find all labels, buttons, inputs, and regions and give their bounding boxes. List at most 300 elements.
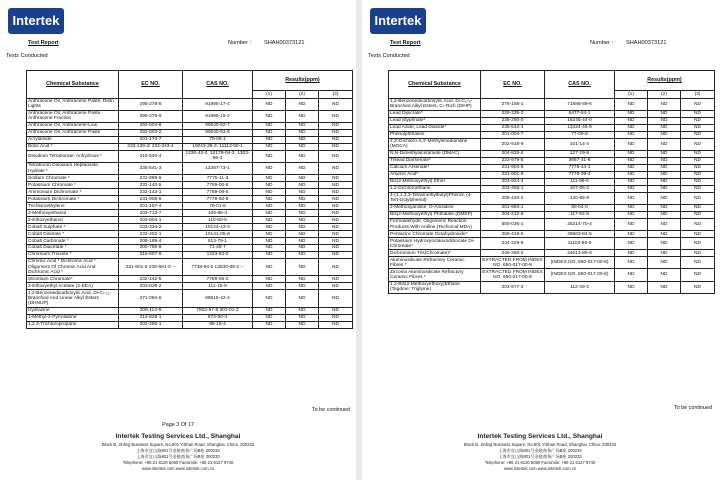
table-row <box>27 321 353 328</box>
number-label: Number : <box>228 40 252 46</box>
table-row <box>389 231 715 238</box>
table-row <box>27 307 353 314</box>
cas-number-cell: 7789-09-5 <box>183 189 253 196</box>
substance-cell: Trilead Diarsenate* <box>389 157 481 164</box>
col-header-results: Results(ppm) <box>615 71 715 91</box>
result-2-cell: ND <box>286 259 319 276</box>
result-2-cell: ND <box>286 314 319 321</box>
result-1-cell: ND <box>615 171 648 178</box>
cas-number-cell: 1330-43-4, 12179-04-3, 1303-96-4 <box>183 150 253 162</box>
substance-cell: Anthracene Oil, Anthracene Paste <box>27 129 119 136</box>
ec-number-cell: 229-335-2 <box>481 110 545 117</box>
result-1-cell: ND <box>615 281 648 293</box>
cas-number-cell: 71-48-7 <box>183 245 253 252</box>
result-2-cell: ND <box>286 203 319 210</box>
tests-conducted-label: Tests Conducted <box>6 53 48 59</box>
result-1-cell: ND <box>253 189 286 196</box>
cas-number-cell: 71888-89-6 <box>545 98 615 110</box>
result-2-cell: ND <box>286 110 319 122</box>
result-3-cell: ND <box>319 283 353 290</box>
footer-phone-cn: 上海市宜山路801号金陵商务广场B座 200233 <box>136 454 220 459</box>
result-1-cell: ND <box>615 185 648 192</box>
result-3-cell: ND <box>681 204 715 211</box>
result-3-cell: ND <box>319 182 353 189</box>
cas-number-cell: 91995-15-2 <box>183 110 253 122</box>
substance-cell: Strontium Chromate* <box>27 276 119 283</box>
result-2-cell: ND <box>648 150 681 157</box>
cas-number-cell: 24613-89-6 <box>545 250 615 257</box>
table-row <box>27 143 353 150</box>
result-2-cell: ND <box>286 290 319 307</box>
cas-number-cell: 25214-70-4 <box>545 218 615 230</box>
cas-number-cell: 1333-82-0 <box>183 252 253 259</box>
result-3-cell: ND <box>319 136 353 143</box>
result-1-cell: ND <box>253 217 286 224</box>
cas-number-cell: 15245-44-0 <box>545 117 615 124</box>
result-2-cell: ND <box>286 98 319 110</box>
cas-number-cell: 3687-31-8 <box>545 157 615 164</box>
result-1-cell: ND <box>253 252 286 259</box>
result-1-cell: ND <box>253 283 286 290</box>
cas-number-cell: 10141-05-6 <box>183 231 253 238</box>
result-2-cell: ND <box>648 204 681 211</box>
result-3-cell: ND <box>319 314 353 321</box>
substance-cell: Aluminosilicate Refractory Ceramic Fibres * <box>389 257 481 269</box>
result-3-cell: ND <box>681 250 715 257</box>
page-number: Page 3 Of 17 <box>162 422 194 428</box>
table-row <box>389 238 715 250</box>
ec-number-cell: 203-977-3 <box>481 281 545 293</box>
substance-cell: Chromic Acid * Dichromic Acid * Oligomers Of Chromic Acid And Dichromic Acid * <box>27 259 119 276</box>
ec-number-cell: 231-906-6 <box>119 196 183 203</box>
result-1-cell: ND <box>253 122 286 129</box>
table-row <box>389 157 715 164</box>
cas-number-cell: 11103-86-9 <box>545 238 615 250</box>
substance-cell: Formaldehyde, Oligomeric Reaction Products With Aniline (Technical MDA) <box>389 218 481 230</box>
substance-cell: Hydrazine <box>27 307 119 314</box>
result-3-cell: ND <box>681 178 715 185</box>
substance-cell: 1-Methyl-2-Pyrrolidone <box>27 314 119 321</box>
substance-cell: Calcium Arsenate* <box>389 164 481 171</box>
table-row <box>27 259 353 276</box>
substance-cell: Potassium Dichromate * <box>27 196 119 203</box>
result-3-cell: ND <box>319 290 353 307</box>
ec-number-cell: 246-356-2 <box>481 250 545 257</box>
ec-number-cell: 206-114-9 <box>119 307 183 314</box>
table-row <box>27 217 353 224</box>
page-footer <box>362 432 718 472</box>
result-3-cell: ND <box>681 185 715 192</box>
result-3-cell: ND <box>319 252 353 259</box>
result-2-cell: ND <box>648 250 681 257</box>
result-3-cell: ND <box>319 259 353 276</box>
substance-cell: Sodium Chromate * <box>27 175 119 182</box>
table-row <box>27 283 353 290</box>
result-2-cell: ND <box>286 196 319 203</box>
result-1-cell: ND <box>253 98 286 110</box>
result-2-cell: ND <box>648 171 681 178</box>
result-3-cell: ND <box>319 189 353 196</box>
table-row <box>27 110 353 122</box>
table-row <box>27 189 353 196</box>
ec-number-cell: 295-278-5 <box>119 98 183 110</box>
result-3-cell: ND <box>319 217 353 224</box>
substance-cell: 2-Ethoxyethyl Acetate (2-EEA) <box>27 283 119 290</box>
result-2-cell: ND <box>286 163 319 175</box>
table-row <box>389 218 715 230</box>
ec-number-cell: 201-963-1 <box>481 204 545 211</box>
result-2-cell: ND <box>286 321 319 328</box>
table-row <box>389 98 715 110</box>
result-1-cell: ND <box>615 231 648 238</box>
result-3-cell: ND <box>681 150 715 157</box>
result-1-cell: ND <box>253 163 286 175</box>
cas-number-cell: 7789-00-6 <box>183 182 253 189</box>
result-1-cell: ND <box>615 164 648 171</box>
result-1-cell: ND <box>253 290 286 307</box>
result-3-cell: ND <box>681 138 715 150</box>
ec-number-cell: 201-167-4 <box>119 203 183 210</box>
result-1-cell: ND <box>253 224 286 231</box>
ec-number-cell: 203-713-7 <box>119 210 183 217</box>
substance-cell: Bis(2-Methoxyethyl) Phthalate (DMEP) <box>389 211 481 218</box>
result-2-cell: ND <box>286 252 319 259</box>
substance-cell: Cobalt Diacetate * <box>27 245 119 252</box>
result-3-cell: ND <box>681 192 715 204</box>
result-3-cell: ND <box>319 196 353 203</box>
substance-cell: 4-(1,1,3,3-Tetramethylbutyl)Phenol, (4-Tert-Octylphenol) <box>389 192 481 204</box>
result-3-cell: ND <box>319 122 353 129</box>
cas-number-cell: 117-82-8 <box>545 211 615 218</box>
substance-cell: 2-Ethoxyethanol <box>27 217 119 224</box>
result-2-cell: ND <box>286 210 319 217</box>
result-2-cell: ND <box>286 245 319 252</box>
result-2-cell: ND <box>648 211 681 218</box>
ec-number-cell: 292-603-2 <box>119 129 183 136</box>
result-1-cell: ND <box>253 136 286 143</box>
result-1-cell: ND <box>615 178 648 185</box>
ec-number-cell: 231-901-9 <box>481 171 545 178</box>
result-2-cell: ND <box>286 122 319 129</box>
substance-cell: Disodium Tetraborate, Anhydrous * <box>27 150 119 162</box>
result-2-cell: ND <box>648 281 681 293</box>
result-3-cell: ND <box>681 238 715 250</box>
ec-number-cell: 271-084-6 <box>119 290 183 307</box>
substance-cell: Dichromium Tris(Chromate)* <box>389 250 481 257</box>
report-header <box>390 40 710 50</box>
table-row <box>389 110 715 117</box>
col-header-cas: CAS NO. <box>183 71 253 99</box>
page-footer <box>0 432 356 472</box>
result-3-cell: ND <box>319 276 353 283</box>
footer-company: Intertek Testing Services Ltd., Shanghai <box>477 433 603 440</box>
ec-number-cell: 215-607-8 <box>119 252 183 259</box>
result-3-cell: ND <box>319 203 353 210</box>
footer-company: Intertek Testing Services Ltd., Shanghai <box>115 433 241 440</box>
table-row <box>27 224 353 231</box>
cas-number-cell: 77-09-8 <box>545 131 615 138</box>
result-2-cell: ND <box>286 217 319 224</box>
cas-number-cell: 112-49-2 <box>545 281 615 293</box>
ec-number-cell: 292-604-8 <box>119 122 183 129</box>
cas-number-cell: 13424-46-9 <box>545 124 615 131</box>
number-value: SHAH00373121 <box>264 40 305 46</box>
cas-number-cell: 90640-82-7 <box>183 122 253 129</box>
ec-number-cell: 232-143-1 <box>119 189 183 196</box>
result-3-cell: ND <box>681 110 715 117</box>
result-1-cell: ND <box>253 307 286 314</box>
result-1-cell: ND <box>615 257 648 269</box>
result-2-cell: ND <box>648 185 681 192</box>
ec-number-cell: 215-540-4 <box>119 150 183 162</box>
footer-web: www.intertek.com www.intertek.com.cn <box>503 466 577 471</box>
table-row <box>27 252 353 259</box>
to-be-continued-note: To be continued <box>673 405 712 411</box>
to-be-continued-note: To be continued <box>311 407 350 413</box>
table-row <box>389 131 715 138</box>
result-1-cell: ND <box>615 117 648 124</box>
result-3-cell: ND <box>319 224 353 231</box>
table-row <box>27 203 353 210</box>
result-1-cell: ND <box>615 98 648 110</box>
result-1-cell: ND <box>253 110 286 122</box>
ec-number-cell: EXTRACTED FROM INDEX NO. 650-017-00-8 <box>482 257 543 268</box>
ec-number-cell: 233-402-1 <box>119 231 183 238</box>
result-3-cell: ND <box>319 143 353 150</box>
result-1-cell: ND <box>615 150 648 157</box>
ec-number-cell: 203-924-4 <box>481 178 545 185</box>
table-row <box>389 117 715 124</box>
ec-number-cell: 276-158-1 <box>481 98 545 110</box>
result-2-cell: ND <box>648 124 681 131</box>
ec-number-cell: 204-826-4 <box>481 150 545 157</box>
cas-number-cell: 127-19-5 <box>545 150 615 157</box>
ec-number-cell: 231-889-5 <box>119 175 183 182</box>
ec-number-cell: EXTRACTED FROM INDEX NO. 650-017-00-8 <box>482 269 543 281</box>
cas-number-cell: (INDEX NO. 650-017-00-8) <box>545 257 615 269</box>
col-header-result-3: (3) <box>319 90 353 98</box>
col-header-substance: Chemical Substance <box>389 71 481 99</box>
result-1-cell: ND <box>253 245 286 252</box>
result-2-cell: ND <box>648 164 681 171</box>
result-1-cell: ND <box>253 150 286 162</box>
result-2-cell: ND <box>286 175 319 182</box>
table-row <box>389 124 715 131</box>
substance-cell: Tetraboron Disodium Heptaoxide, Hydrate * <box>27 163 119 175</box>
footer-phone: Telephone: +86 21 6120 6060 Facsimile: +86 21 6127 9740 <box>484 460 596 465</box>
intertek-logo: Intertek <box>8 8 64 34</box>
result-2-cell: ND <box>648 269 681 281</box>
result-3-cell: ND <box>319 245 353 252</box>
result-2-cell: ND <box>286 224 319 231</box>
table-row <box>389 164 715 171</box>
ec-number-cell: 222-979-5 <box>481 157 545 164</box>
ec-number-cell: 232-140-5 <box>119 182 183 189</box>
result-1-cell: ND <box>615 238 648 250</box>
result-3-cell: ND <box>681 218 715 230</box>
table-row <box>389 281 715 293</box>
footer-address: Block B, Jinling Business Square, No.801 YiShan Road, Shanghai, China. 200233 <box>463 442 617 447</box>
ec-number-cell: 200-755-8 <box>119 245 183 252</box>
ec-number-cell: 500-036-1 <box>481 218 545 230</box>
footer-address-cn: 上海市宜山路801号金陵商务广场B座 200233 <box>498 448 582 453</box>
result-2-cell: ND <box>648 131 681 138</box>
result-1-cell: ND <box>615 157 648 164</box>
result-3-cell: ND <box>319 129 353 136</box>
col-header-result-1: (1) <box>253 90 286 98</box>
cas-number-cell: 110-80-5 <box>183 217 253 224</box>
result-1-cell: ND <box>253 196 286 203</box>
result-2-cell: ND <box>648 117 681 124</box>
ec-number-cell: 201-004-7 <box>481 131 545 138</box>
substance-cell: 1,2-Benzenedicarboxylic Acid, Di-C₇-₁₁-Branched And Linear Alkyl Esters (DHNUP) <box>27 290 119 307</box>
result-3-cell: ND <box>319 150 353 162</box>
result-1-cell: ND <box>615 204 648 211</box>
ec-number-cell: 208-169-4 <box>119 238 183 245</box>
cas-number-cell: 7738-94-5 13530-68-2 -- <box>183 259 253 276</box>
table-row <box>389 211 715 218</box>
result-2-cell: ND <box>648 138 681 150</box>
result-1-cell: ND <box>253 129 286 136</box>
table-row <box>389 192 715 204</box>
result-1-cell: ND <box>615 218 648 230</box>
table-row <box>389 257 715 269</box>
result-2-cell: ND <box>648 218 681 230</box>
table-row <box>27 98 353 110</box>
col-header-result-2: (2) <box>286 90 319 98</box>
cas-number-cell: 90-04-0 <box>545 204 615 211</box>
table-row <box>27 314 353 321</box>
result-2-cell: ND <box>286 143 319 150</box>
substance-cell: 1,2-Bis(2-Methoxyethoxy)Ethane (Tegdme; Triglyme) <box>389 281 481 293</box>
substance-cell: Potassium Hydroxyoctaoxodizincate Di-Chromate* <box>389 238 481 250</box>
substance-cell: Arsenic Acid* <box>389 171 481 178</box>
table-row <box>27 175 353 182</box>
result-2-cell: ND <box>648 238 681 250</box>
cas-number-cell: 6477-64-1 <box>545 110 615 117</box>
ec-number-cell: 239-290-0 <box>481 117 545 124</box>
ec-number-cell: 233-334-2 <box>119 224 183 231</box>
intertek-logo: Intertek <box>370 8 426 34</box>
result-2-cell: ND <box>648 192 681 204</box>
col-header-result-2: (2) <box>648 90 681 98</box>
result-3-cell: ND <box>681 257 715 269</box>
substance-cell: Chromium Trioxide * <box>27 252 119 259</box>
ec-number-cell: 231-904-5 <box>481 164 545 171</box>
table-row <box>27 245 353 252</box>
result-1-cell: ND <box>253 182 286 189</box>
cas-number-cell: 140-66-9 <box>545 192 615 204</box>
footer-web: www.intertek.com www.intertek.com.cn <box>141 466 215 471</box>
substance-cell: Trichloroethylene <box>27 203 119 210</box>
cas-number-cell: 10124-43-3 <box>183 224 253 231</box>
ec-number-cell: 232-142-6 <box>119 276 183 283</box>
col-header-ec: EC NO. <box>119 71 183 99</box>
result-3-cell: ND <box>319 238 353 245</box>
result-2-cell: ND <box>286 150 319 162</box>
result-2-cell: ND <box>286 276 319 283</box>
table-row <box>27 231 353 238</box>
result-3-cell: ND <box>681 117 715 124</box>
ec-number-cell: 203-804-1 <box>119 217 183 224</box>
substance-cell: Pentazinc Chromate Octahydroxide* <box>389 231 481 238</box>
result-3-cell: ND <box>681 231 715 238</box>
table-row <box>27 122 353 129</box>
ec-number-cell: 204-212-6 <box>481 211 545 218</box>
result-1-cell: ND <box>615 124 648 131</box>
result-1-cell: ND <box>253 314 286 321</box>
cas-number-cell: 7789-06-2 <box>183 276 253 283</box>
ec-number-cell: 233-139-2/ 234-343-4 <box>119 143 183 150</box>
cas-number-cell: 7775-11-3 <box>183 175 253 182</box>
result-1-cell: ND <box>615 110 648 117</box>
substance-cell: Lead Styphnate* <box>389 117 481 124</box>
cas-number-cell: 872-50-4 <box>183 314 253 321</box>
substance-cell: Anthracene Oil, Anthracene-Low <box>27 122 119 129</box>
result-3-cell: ND <box>319 321 353 328</box>
result-1-cell: ND <box>615 138 648 150</box>
result-3-cell: ND <box>319 175 353 182</box>
cas-number-cell: 101-14-4 <box>545 138 615 150</box>
result-3-cell: ND <box>319 231 353 238</box>
ec-number-cell: 234-329-8 <box>481 238 545 250</box>
result-2-cell: ND <box>648 110 681 117</box>
col-header-result-1: (1) <box>615 90 648 98</box>
cas-number-cell: 10043-35-3, 11113-50-1 <box>183 143 253 150</box>
substance-cell: Boric Acid * <box>27 143 119 150</box>
table-row <box>27 276 353 283</box>
ec-number-cell: 295-275-9 <box>119 110 183 122</box>
substance-cell: Ammonium Dichromate * <box>27 189 119 196</box>
table-row <box>27 210 353 217</box>
cas-number-cell: 513-79-1 <box>183 238 253 245</box>
cas-number-cell: 12267-73-1 <box>183 163 253 175</box>
result-2-cell: ND <box>648 231 681 238</box>
result-2-cell: ND <box>286 129 319 136</box>
cas-number-cell: 109-86-4 <box>183 210 253 217</box>
result-1-cell: ND <box>615 211 648 218</box>
result-1-cell: ND <box>253 210 286 217</box>
substance-cell: Cobalt Carbonate * <box>27 238 119 245</box>
cas-number-cell: 7778-39-4 <box>545 171 615 178</box>
footer-phone-cn: 上海市宜山路801号金陵商务广场B座 200233 <box>498 454 582 459</box>
result-2-cell: ND <box>286 238 319 245</box>
substance-cell: Lead Dipicrate* <box>389 110 481 117</box>
substance-cell: Zirconia Aluminosilicate Refractory Ceramic Fibres * <box>389 269 481 281</box>
table-row <box>389 250 715 257</box>
cas-number-cell: 79-01-6 <box>183 203 253 210</box>
substance-cell: Potassium Chromate * <box>27 182 119 189</box>
result-3-cell: ND <box>681 281 715 293</box>
cas-number-cell: 96-18-4 <box>183 321 253 328</box>
result-3-cell: ND <box>319 110 353 122</box>
result-2-cell: ND <box>286 182 319 189</box>
table-row <box>27 182 353 189</box>
substance-cell: Anthracene Oil, Anthracene Paste, Distn. Lights <box>27 98 119 110</box>
result-3-cell: ND <box>681 98 715 110</box>
tests-conducted-label: Tests Conducted <box>368 53 410 59</box>
results-table <box>26 70 353 329</box>
result-3-cell: ND <box>681 131 715 138</box>
table-row <box>389 171 715 178</box>
result-3-cell: ND <box>681 171 715 178</box>
result-1-cell: ND <box>253 259 286 276</box>
result-2-cell: ND <box>648 157 681 164</box>
cas-number-cell: 91995-17-4 <box>183 98 253 110</box>
substance-cell: 2-Methoxyethanol <box>27 210 119 217</box>
result-3-cell: ND <box>681 124 715 131</box>
ec-number-cell: 203-458-1 <box>481 185 545 192</box>
